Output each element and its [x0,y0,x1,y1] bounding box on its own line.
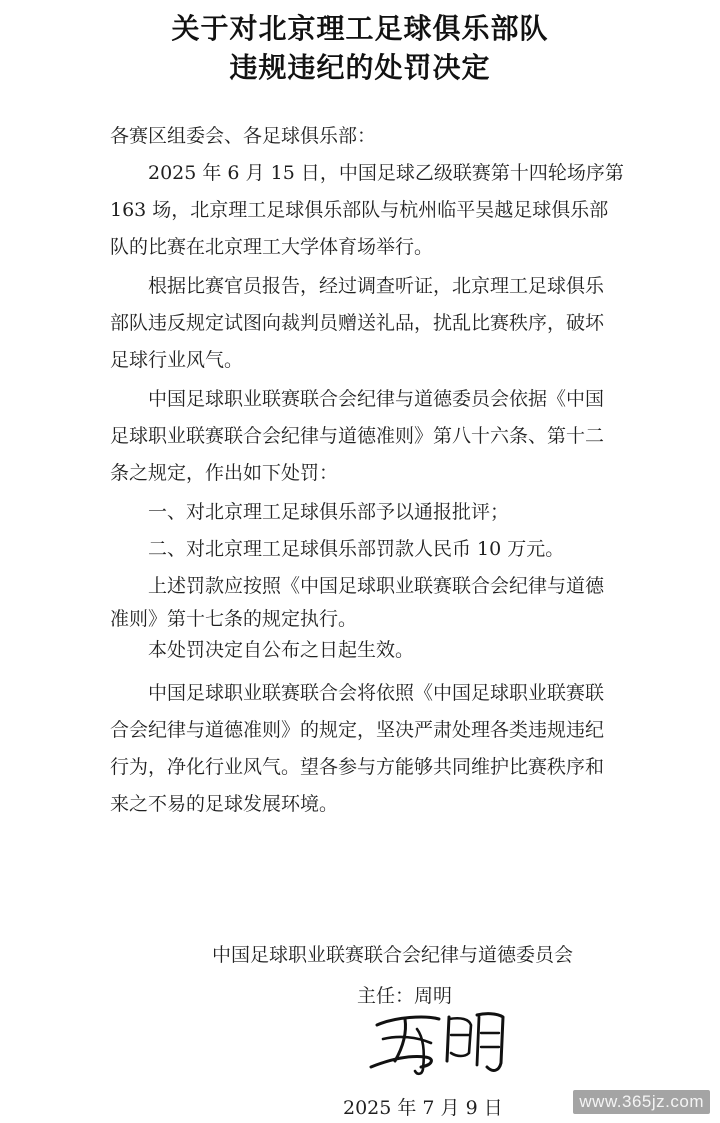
paragraph-line: 足球职业联赛联合会纪律与道德准则》第八十六条、第十二 [110,425,605,447]
salutation [110,118,630,155]
effective-clause: 本处罚决定自公布之日起生效。 [110,639,415,661]
penalty-item-2: 二、对北京理工足球俱乐部罚款人民币 10 万元。 [110,538,565,560]
paragraph-line: 部队违反规定试图向裁判员赠送礼品，扰乱比赛秩序，破坏 [110,312,605,334]
salutation-text: 各赛区组委会、各足球俱乐部： [110,125,377,147]
handwritten-signature [365,1003,520,1079]
paragraph-line: 中国足球职业联赛联合会将依照《中国足球职业联赛联 [110,682,605,704]
paragraph-line: 队的比赛在北京理工大学体育场举行。 [110,236,434,258]
site-watermark: www.365jz.com [573,1090,710,1114]
paragraph-line: 根据比赛官员报告，经过调查听证，北京理工足球俱乐 [110,275,605,297]
paragraph-line: 上述罚款应按照《中国足球职业联赛联合会纪律与道德 [110,575,605,597]
paragraph-closing [110,675,630,823]
paragraph-legal-basis [110,381,630,492]
penalty-item-1: 一、对北京理工足球俱乐部予以通报批评； [110,501,510,523]
decision-date: 2025 年 7 月 9 日 [343,1097,503,1119]
paragraph-match-info [110,155,630,266]
issuer-name: 中国足球职业联赛联合会纪律与道德委员会 [212,944,574,966]
document-title-line-2: 违规违纪的处罚决定 [229,51,491,84]
paragraph-line: 中国足球职业联赛联合会纪律与道德委员会依据《中国 [110,388,605,410]
paragraph-line: 来之不易的足球发展环境。 [110,793,339,815]
paragraph-penalties [110,494,630,669]
paragraph-investigation [110,268,630,379]
document-title-line-1: 关于对北京理工足球俱乐部队 [171,12,549,45]
paragraph-line: 163 场，北京理工足球俱乐部队与杭州临平吴越足球俱乐部 [110,199,609,221]
paragraph-line: 行为，净化行业风气。望各参与方能够共同维护比赛秩序和 [110,756,605,778]
paragraph-line: 条之规定，作出如下处罚： [110,462,339,484]
paragraph-line: 2025 年 6 月 15 日，中国足球乙级联赛第十四轮场序第 [110,162,624,184]
paragraph-line: 准则》第十七条的规定执行。 [110,608,358,630]
paragraph-line: 足球行业风气。 [110,349,244,371]
paragraph-line: 合会纪律与道德准则》的规定，坚决严肃处理各类违规违纪 [110,719,605,741]
director-line: 主任：周明 [357,985,453,1007]
